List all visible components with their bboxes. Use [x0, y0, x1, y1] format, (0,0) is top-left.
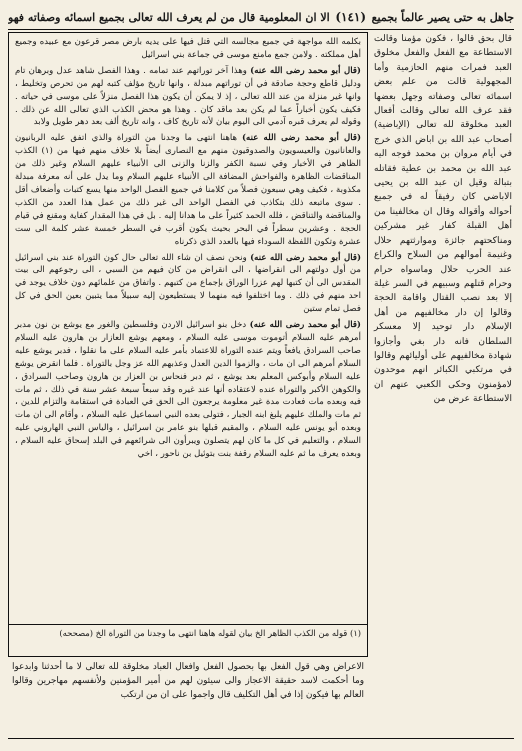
- paragraph-label: (قال أبو محمد رضى الله عنه): [249, 320, 361, 331]
- paragraph-text: دخل بنو اسرائيل الاردن وفلسطين والغور مع يوشع بن نون مدبر أمرهم عليه السلام أتوموت موسى عليه السلام ، ومعهم يوشع العازار بن هارون عليه السلام صاحب السرادق يافعاً ويتم عنده التوراة للاعتماد بأمر عليه السلام على ما نقلوا ، فدبر يوشع عليه السلام أمرهم الى ان مات ، والزموا الدين العدل وعذبهم الله عز وجل بالتوراة . فلما انقرض يوشع عليه السلام وأبوكس المعلم بعد يوشع ، ثم دبر فنحاس بن العزار بن هارون وصاحب السرادق ، والكوهن الأكبر والتوراة عنده لاعتقاده أنها عند غيره وقد سبعاً سبعة عشر سنة في ذلك ، ثم مات فيه وبعده مات فعادت مدة غير معلومة يرجعون الى الحق في العبادة في استقامة والتزام للدين ، ثم مات والملك عليهم يلبغ ابنه الجبار ، فتولى بعده النبي اسماعيل عليه السلام ، وأقام الى ان مات وبعده أبو يونس عليه السلام ، والمقيم قبلها بنو عامر بن اسرائيل ، والياس النبي الهاروني عليه السلام ، والتعليم في كل ما كان لهم يتصلون ويبرأون الى شرائعهم في البلد إسحاق عليه السلام ، وبعده يعرف ما ثم عليه السلام رقفة بنت بتوئيل بن ناحور ، اخي: [15, 320, 361, 460]
- main-column-running-title: الا ان المعلومية قال من لم يعرف الله تعالى بجميع اسمائه وصفاته فهو: [8, 10, 330, 24]
- paragraph: [9, 33, 367, 62]
- block-divider: [8, 656, 368, 657]
- paragraph-text: بكلمه الله مواجهة في جميع مجالسه التي قتل فيها على يديه بارض مصر قرعون مع عبيده وجميع أهل مملكته . ولامن جمع مامنع موسى في جماعة بني اسرائيل: [15, 37, 361, 60]
- running-header: [8, 6, 514, 28]
- paragraph-label: (قال أبو محمد رضى الله عنه): [250, 252, 362, 263]
- paragraph-text: وهذا آخر توراتهم عند تمامه . وهذا الفصل شاهد عدل وبرهان تام ودليل قاطع وحجة صادقة في أن توراتهم مبدلة ، وانها تاريخ مؤلف كتبه لهم من تحرص وتخليط ، وانها غير منزلة من عند الله تعالى ، إذ لا يمكن أن يكون هذا الفصل منزلاً على موسى في حياته . فكيف يكون أخباراً عما لم يكن بعد ماقد كان . وهذا هو محض الكذب الذي تعالى الله عن ذلك . وقوله لم يعرف قبره آدمي الى اليوم بيان لأنه تاريخ كاف ، وانه تاريخ ألف بعد دهر طويل ولابد: [15, 65, 361, 128]
- paragraph-list: [9, 33, 367, 461]
- page-number: (١٤١): [335, 10, 367, 24]
- paragraph: [9, 316, 367, 461]
- side-column: قال بحق قالوا ، فكون مؤمنا وقالت الاستطاعة مع الفعل والفعل مخلوق العبد فمرات منهم الحازمية وأما المجهولية قالت من علم بعض اسمائه تعالى وصفاته وجهل بعضها فقد عرف الله تعالى وقالت أفعال العبد مخلوقة لله تعالى (الإباضية) أصحاب عبد الله بن اباض الذي خرج في أيام مروان بن محمد فوجه اليه عبد الله بن محمد بن عطية فقاتله بتبالة وقيل ان عبد الله بن يحيى الاباضي كان رفيقاً له في جميع أحواله وأقواله وقال ان مخالفينا من أهل القبلة كفار غير مشركين ومناكحتهم جائزة وموارثتهم حلال وغنيمة أموالهم من السلاح والكراع عند الحرب حلال وماسواه حرام وحرام قتلهم وسبيهم في السر غيلة إلا بعد نصب القتال واقامة الحجة وقالوا إن دار مخالفيهم من أهل الإسلام دار توحيد إلا معسكر السلطان فانه دار بغي وأجازوا شهادة مخالفيهم على أوليائهم وقالوا في مرتكبي الكبائر انهم موحدون لامؤمنون وحكى الكعبي عنهم ان الاستطاعة عرض من: [374, 33, 512, 405]
- paragraph: [9, 62, 367, 130]
- main-column: [8, 32, 368, 734]
- paragraph-text: هاهنا انتهى ما وجدنا من التوراة والذي اتفق عليه الربانيون والعانانيون والعيسويون والصدوقيون منهم مع النصارى أيضاً بلا خلاف منهم فيها من (١) الكذب الظاهر في الأخبار وفي نسبة الكفر والزنا والزنى الى الأنبياء عليهم السلام وغير ذلك من المناقضات الظاهرة والفواحش المضافة الى الأنبياء عليهم السلام وما يدل على أنه معرفة مبدلة مكذوبة ، فكيف وهي سبعون فصلاً من كلامنا في جميع الفصل الواحد منها يسع كتبات وأضعاف أقل . سوى ماتبعه ذلك بتكاذب في الفصل الواحد الى غير ذلك من عمل هذا العدد من الكذب والمناقضة والتناقض ، فلله الحمد كثيراً على ما هدانا إليه . بل في هذا المقدار كفاية ومقنع في قيام الحجة . وعشرين سطراً في البحر بحيث يكون أقرب في السطر خمسة عشر كلمة الى ست عشرة وتكون اللفظة السوداء فيها بالعدد الذي ذكرناه: [15, 133, 361, 247]
- paragraph: [9, 249, 367, 317]
- side-column-running-title: جاهل به حتى يصير عالماً بجميع: [371, 10, 514, 24]
- paragraph-label: (قال أبو محمد رضى الله عنه): [250, 65, 361, 76]
- footnote: (١) قوله من الكذب الظاهر الخ بيان لقوله هاهنا انتهى ما وجدنا من التوراة الخ (مصححه): [9, 624, 367, 657]
- bottom-text: الاعراض وهي قول الفعل بها بحصول الفعل وافعال العباد مخلوقة لله تعالى لا ما أحدثنا وابدعوا وما أحكمت لاسد حقيقة الاعجاز والى سيئون لهم من أمير المؤمنين ولأنفسهم مهاجرين وقالوا العالم بها فيكون إذا في أهل التكليف قال واجموا على ان من ارتكب: [12, 662, 364, 700]
- footer-rule: [8, 738, 514, 739]
- paragraph: [9, 129, 367, 248]
- framed-text-block: [8, 32, 368, 656]
- paragraph-label: (قال أبو محمد رضى الله عنه): [241, 133, 362, 144]
- header-rule: [8, 29, 514, 30]
- paragraph-text: ونحن نصف ان شاء الله تعالى حال كون التوراة عند بني اسرائيل من أول دولتهم الى انقراضها ، الى انقراض من كان فيهم من السبي ، الى رجوعهم الى بيت المقدس الى أن كتبها لهم عزرا الوراق بإجماع من كتبهم . واتفاق من علمائهم دون خلاف يوجد في احد منهم في ذلك . وما اختلفوا فيه منهما لا يستطيعون إليه سبيلاً مما يتبين بعين الحق في كل فصل تمام ستين: [15, 252, 361, 315]
